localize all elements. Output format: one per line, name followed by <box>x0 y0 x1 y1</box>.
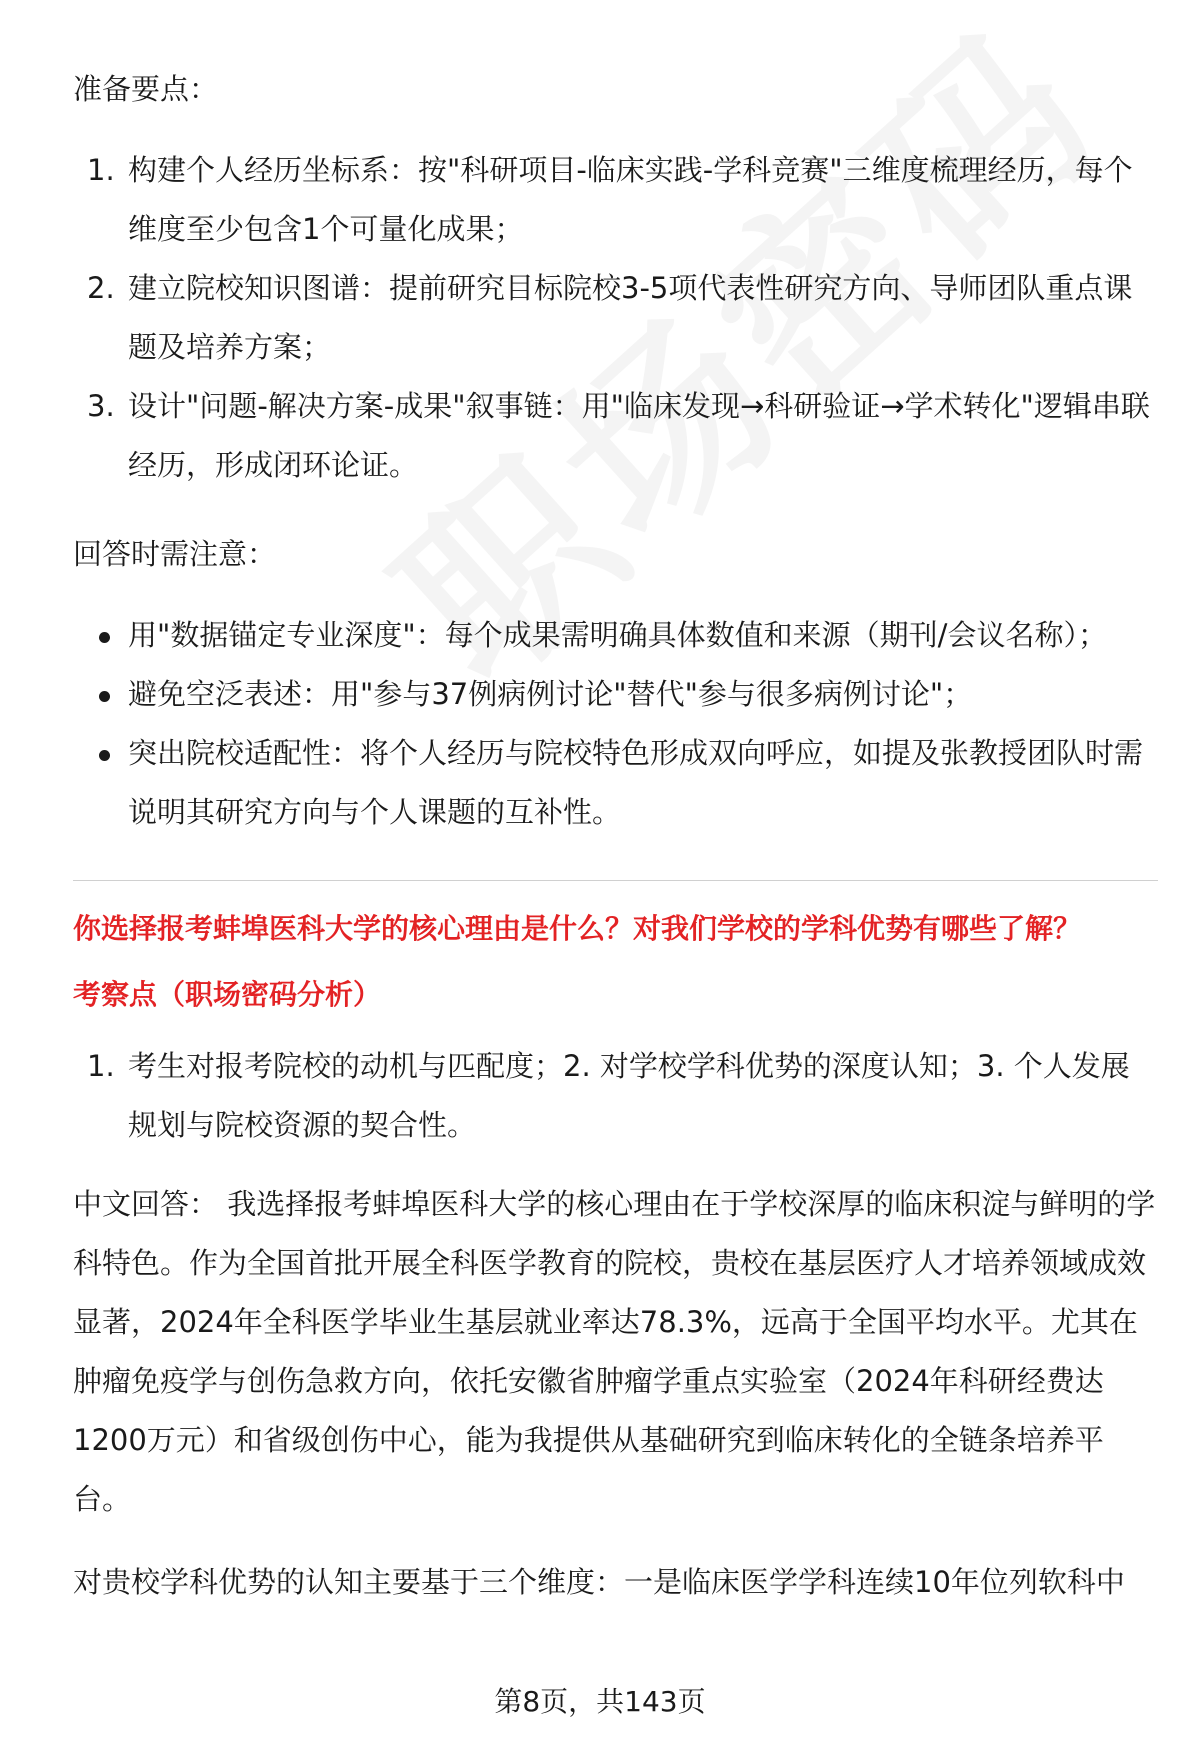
question-title: 你选择报考蚌埠医科大学的核心理由是什么？对我们学校的学科优势有哪些了解？ <box>73 912 1082 945</box>
notes-item-1 <box>73 606 1158 665</box>
notes-label: 回答时需注意： <box>73 537 277 571</box>
list-number: 2. <box>87 271 115 305</box>
notes-item-text: 避免空泛表述：用"参与37例病例讨论"替代"参与很多病例讨论"； <box>128 677 973 711</box>
bullet-icon <box>99 691 110 702</box>
notes-list <box>73 606 1158 842</box>
exam-point-label: 考察点（职场密码分析） <box>73 978 382 1011</box>
exam-point-list <box>73 1037 1158 1155</box>
notes-item-3 <box>73 724 1158 842</box>
section-divider <box>73 880 1158 881</box>
prep-item-2 <box>73 259 1158 377</box>
list-number: 3. <box>87 389 115 423</box>
exam-point-text: 考生对报考院校的动机与匹配度；2. 对学校学科优势的深度认知；3. 个人发展规划与院校资源的契合性。 <box>128 1049 1130 1142</box>
exam-point-item <box>73 1037 1158 1155</box>
notes-item-text: 用"数据锚定专业深度"：每个成果需明确具体数值和来源（期刊/会议名称）； <box>128 618 1107 652</box>
list-number: 1. <box>87 153 115 187</box>
prep-item-text: 构建个人经历坐标系：按"科研项目-临床实践-学科竞赛"三维度梳理经历，每个维度至少包含1个可量化成果； <box>128 153 1133 246</box>
notes-item-2 <box>73 665 1158 724</box>
notes-item-text: 突出院校适配性：将个人经历与院校特色形成双向呼应，如提及张教授团队时需说明其研究方向与个人课题的互补性。 <box>128 736 1144 829</box>
prep-item-text: 建立院校知识图谱：提前研究目标院校3-5项代表性研究方向、导师团队重点课题及培养方案； <box>128 271 1133 364</box>
answer-paragraph: 中文回答： 我选择报考蚌埠医科大学的核心理由在于学校深厚的临床积淀与鲜明的学科特色。作为全国首批开展全科医学教育的院校，贵校在基层医疗人才培养领域成效显著，2024年全科医学毕业生基层就业率达78.3%，远高于全国平均水平。尤其在肿瘤免疫学与创伤急救方向，依托安徽省肿瘤学重点实验室（2024年科研经费达1200万元）和省级创伤中心，能为我提供从基础研究到临床转化的全链条培养平台。 <box>73 1187 1156 1516</box>
prep-item-3 <box>73 377 1158 495</box>
answer-paragraph-2: 对贵校学科优势的认知主要基于三个维度：一是临床医学学科连续10年位列软科中 <box>73 1565 1125 1599</box>
document-content <box>73 60 1158 1612</box>
prep-item-text: 设计"问题-解决方案-成果"叙事链：用"临床发现→科研验证→学术转化"逻辑串联经历，形成闭环论证。 <box>128 389 1150 482</box>
list-number: 1. <box>87 1049 115 1083</box>
prep-label: 准备要点： <box>73 72 219 106</box>
prep-list <box>73 141 1158 495</box>
bullet-icon <box>99 750 110 761</box>
page-number: 第8页，共143页 <box>494 1685 706 1718</box>
prep-item-1 <box>73 141 1158 259</box>
bullet-icon <box>99 632 110 643</box>
